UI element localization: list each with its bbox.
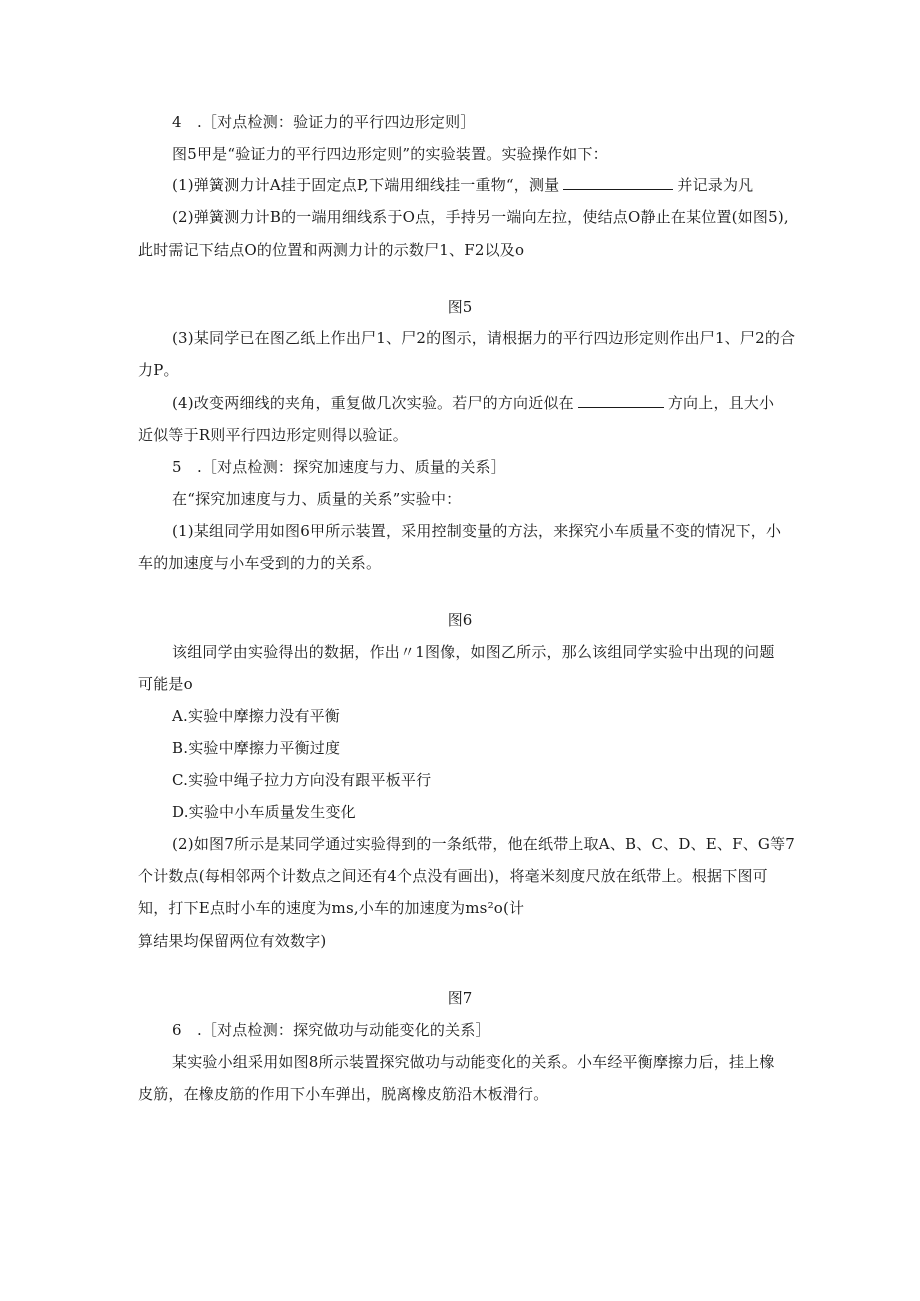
q4-step3-line1: (3)某同学已在图乙纸上作出尸1、尸2的图示，请根据力的平行四边形定则作出尸1、尸2的合 (172, 329, 796, 347)
q5-question-line1: 该组同学由实验得出的数据，作出〃1图像，如图乙所示，那么该组同学实验中出现的问题 (172, 643, 775, 661)
option-c: C.实验中绳子拉力方向没有跟平板平行 (172, 771, 432, 789)
figure-5-caption: 图5 (447, 298, 473, 316)
figure-6-caption: 图6 (447, 611, 473, 629)
q6-header: 6 .［对点检测：探究做功与动能变化的关系］ (172, 1021, 491, 1039)
q5-part1-line2: 车的加速度与小车受到的力的关系。 (138, 554, 382, 572)
q4-step4-text: (4)改变两细线的夹角，重复做几次实验。若尸的方向近似在 (172, 394, 574, 412)
q5-intro: 在“探究加速度与力、质量的关系”实验中： (172, 490, 462, 508)
q5-part2-line1: (2)如图7所示是某同学通过实验得到的一条纸带，他在纸带上取A、B、C、D、E、F、G等7 (172, 835, 796, 853)
option-b: B.实验中摩擦力平衡过度 (172, 739, 341, 757)
q5-part2-line3: 知，打下E点时小车的速度为ms,小车的加速度为ms²o(计 (138, 899, 525, 917)
q5-part1-line1: (1)某组同学用如图6甲所示装置，采用控制变量的方法，来探究小车质量不变的情况下，小 (172, 522, 782, 540)
q4-step4-text-end: 方向上，且大小 (667, 394, 775, 412)
q4-step1-text: (1)弹簧测力计A挂于固定点P,下端用细线挂一重物“，测量 (172, 176, 560, 194)
q6-line1: 某实验小组采用如图8所示装置探究做功与动能变化的关系。小车经平衡摩擦力后，挂上橡 (172, 1053, 775, 1071)
option-a: A.实验中摩擦力没有平衡 (172, 707, 341, 725)
q5-part2-line2: 个计数点(每相邻两个计数点之间还有4个点没有画出)，将毫米刻度尺放在纸带上。根据下图可 (138, 867, 768, 885)
q5-question-line2: 可能是o (138, 675, 193, 693)
option-d: D.实验中小车质量发生变化 (172, 803, 356, 821)
q5-header: 5 .［对点检测：探究加速度与力、质量的关系］ (172, 458, 506, 476)
q4-step1 (172, 175, 753, 195)
q4-intro: 图5甲是“验证力的平行四边形定则”的实验装置。实验操作如下： (172, 145, 608, 163)
q4-header: 4 .［对点检测：验证力的平行四边形定则］ (172, 113, 476, 131)
q4-step3-line2: 力P。 (138, 361, 179, 379)
q4-step1-text-end: 并记录为凡 (677, 176, 754, 194)
q4-step4-line1 (172, 393, 774, 413)
q4-step4-line2: 近似等于R则平行四边形定则得以验证。 (138, 426, 408, 444)
q4-step2-line2: 此时需记下结点O的位置和两测力计的示数尸1、F2以及o (138, 241, 525, 259)
answer-blank[interactable] (563, 175, 673, 190)
q5-part2-line4: 算结果均保留两位有效数字) (138, 932, 327, 950)
q6-line2: 皮筋，在橡皮筋的作用下小车弹出，脱离橡皮筋沿木板滑行。 (138, 1085, 549, 1103)
answer-blank[interactable] (578, 393, 664, 408)
figure-7-caption: 图7 (447, 989, 473, 1007)
q4-step2-line1: (2)弹簧测力计B的一端用细线系于O点，手持另一端向左拉，使结点O静止在某位置(如图5), (172, 208, 789, 226)
